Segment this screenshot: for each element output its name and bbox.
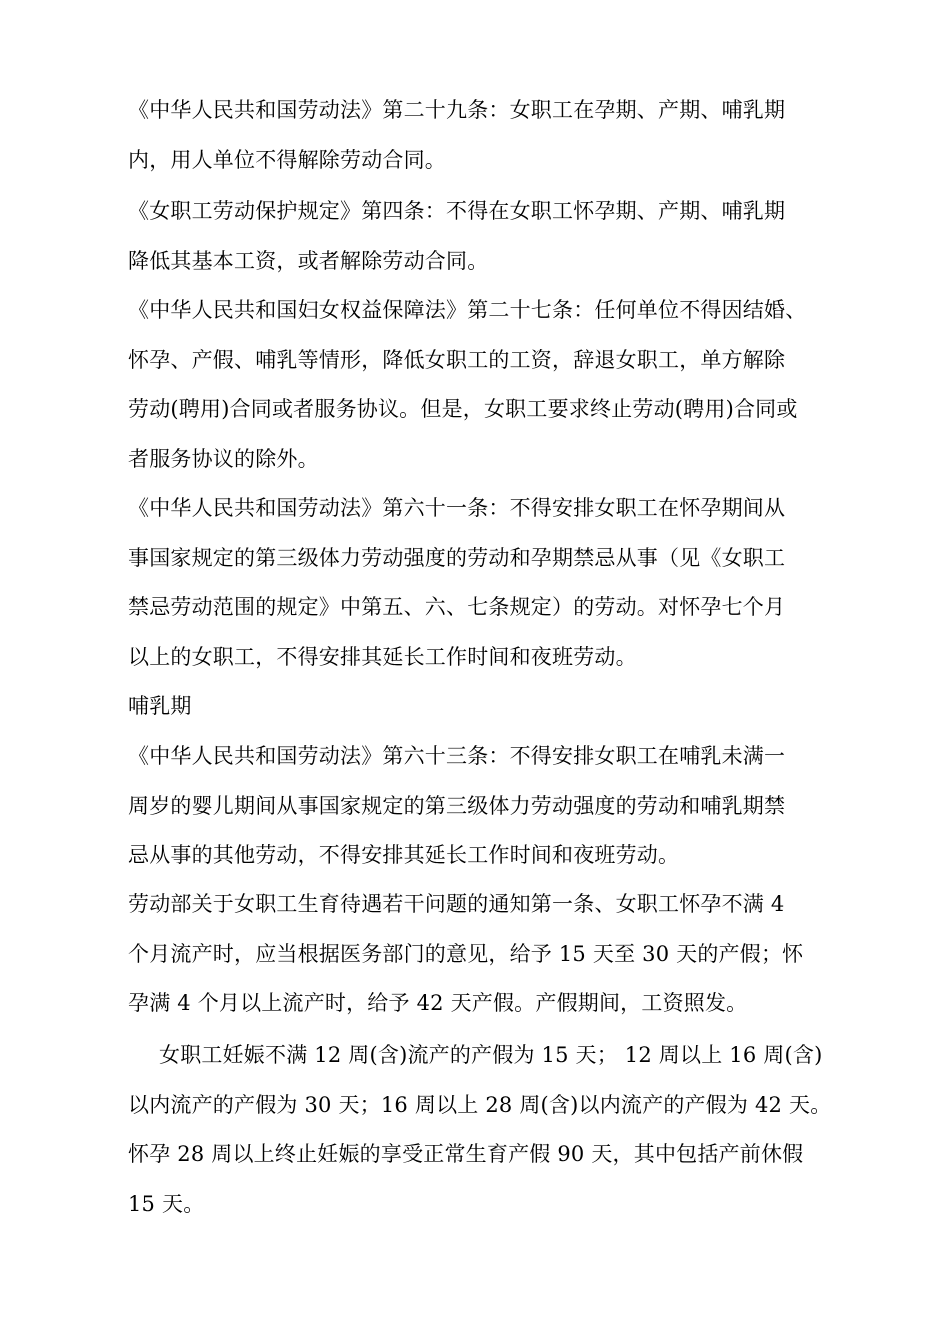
text-line: 15 天。 xyxy=(128,1191,205,1216)
paragraph-labor-law-article-29 xyxy=(128,86,838,185)
text-line: 孕满 4 个月以上流产时，给予 42 天产假。产假期间，工资照发。 xyxy=(128,991,748,1015)
paragraph-maternity-benefits-notice xyxy=(128,880,838,1029)
text-line: 《中华人民共和国劳动法》第六十三条：不得安排女职工在哺乳未满一 xyxy=(128,744,786,768)
text-line: 怀孕 28 周以上终止妊娠的享受正常生育产假 90 天，其中包括产前休假 xyxy=(128,1142,804,1166)
text-line: 以上的女职工，不得安排其延长工作时间和夜班劳动。 xyxy=(128,644,637,669)
text-line: 以内流产的产假为 30 天；16 周以上 28 周(含)以内流产的产假为 42 天。 xyxy=(128,1092,832,1117)
text-line: 劳动部关于女职工生育待遇若干问题的通知第一条、女职工怀孕不满 4 xyxy=(128,892,785,916)
text-line: 女职工妊娠不满 12 周(含)流产的产假为 15 天； 12 周以上 16 周(含) xyxy=(159,1043,823,1067)
text-line: 事国家规定的第三级体力劳动强度的劳动和孕期禁忌从事（见《女职工 xyxy=(128,545,786,570)
section-heading: 哺乳期 xyxy=(128,694,192,718)
text-line: 《中华人民共和国劳动法》第二十九条：女职工在孕期、产期、哺乳期 xyxy=(128,98,786,122)
text-line: 个月流产时，应当根据医务部门的意见，给予 15 天至 30 天的产假；怀 xyxy=(128,941,804,966)
text-line: 内，用人单位不得解除劳动合同。 xyxy=(128,147,446,172)
paragraph-women-rights-law-article-27 xyxy=(128,286,838,484)
text-line: 劳动(聘用)合同或者服务协议。但是，女职工要求终止劳动(聘用)合同或 xyxy=(128,397,798,421)
text-line: 降低其基本工资，或者解除劳动合同。 xyxy=(128,248,489,273)
text-line: 怀孕、产假、哺乳等情形，降低女职工的工资，辞退女职工，单方解除 xyxy=(128,347,786,372)
text-line: 忌从事的其他劳动，不得安排其延长工作时间和夜班劳动。 xyxy=(128,843,680,867)
text-line: 《女职工劳动保护规定》第四条：不得在女职工怀孕期、产期、哺乳期 xyxy=(128,199,786,223)
paragraph-miscarriage-leave-rules xyxy=(128,1031,838,1229)
paragraph-female-worker-protection-article-4 xyxy=(128,187,838,286)
text-line: 禁忌劳动范围的规定》中第五、六、七条规定）的劳动。对怀孕七个月 xyxy=(128,595,786,619)
text-line: 周岁的婴儿期间从事国家规定的第三级体力劳动强度的劳动和哺乳期禁 xyxy=(128,793,786,818)
text-line: 《中华人民共和国劳动法》第六十一条：不得安排女职工在怀孕期间从 xyxy=(128,496,786,520)
text-line: 《中华人民共和国妇女权益保障法》第二十七条：任何单位不得因结婚、 xyxy=(128,298,807,322)
paragraph-labor-law-article-63 xyxy=(128,732,838,881)
text-line: 者服务协议的除外。 xyxy=(128,446,319,471)
paragraph-labor-law-article-61 xyxy=(128,484,838,682)
section-heading-lactation-period xyxy=(128,682,838,732)
